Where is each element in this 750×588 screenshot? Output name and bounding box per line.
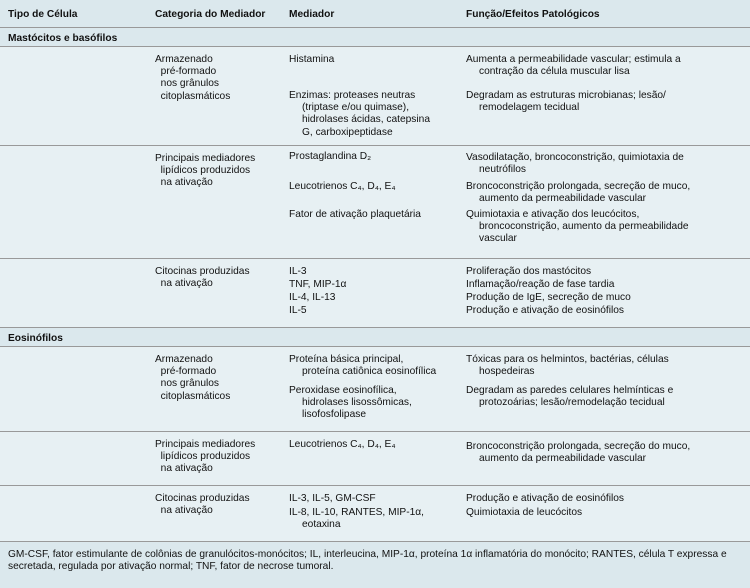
mediator-cell: IL-3 [289,266,307,277]
header-cell-mediator: Mediador [289,9,335,20]
table-row [0,259,750,328]
mediator-cell: IL-4, IL-13 [289,292,336,303]
category-cell: Citocinas produzidas na ativação [155,266,250,290]
effect-cell: Produção e ativação de eosinófilos [466,305,625,316]
mediator-cell: Peroxidase eosinofílica, hidrolases lisossômicas, lisofosfolipase [289,385,412,421]
category-cell: Armazenado pré-formado nos grânulos citoplasmáticos [155,354,231,402]
effect-cell: Degradam as paredes celulares helmínticas e protozoárias; lesão/remodelação tecidual [466,385,674,409]
effect-cell: Vasodilatação, broncoconstrição, quimiotaxia de neutrófilos [466,152,684,176]
effect-cell: Proliferação dos mastócitos [466,266,592,277]
mediator-cell: Proteína básica principal, proteína catiônica eosinofílica [289,354,437,378]
header-cell-type: Tipo de Célula [8,9,78,20]
effect-cell: Broncoconstrição prolongada, secreção de muco, aumento da permeabilidade vascular [466,181,691,205]
table-row [0,146,750,259]
section-title-row [0,328,750,347]
effect-cell: Broncoconstrição prolongada, secreção do muco, aumento da permeabilidade vascular [466,441,691,465]
header-cell-category: Categoria do Mediador [155,9,266,20]
mediator-cell: Histamina [289,54,335,65]
table-row [0,432,750,486]
effect-cell: Tóxicas para os helmintos, bactérias, células hospedeiras [466,354,669,378]
category-cell: Principais mediadores lipídicos produzidos na ativação [155,153,256,189]
category-cell: Armazenado pré-formado nos grânulos citoplasmáticos [155,54,231,102]
section-title: Eosinófilos [8,333,63,344]
effect-cell: Inflamação/reação de fase tardia [466,279,615,290]
effect-cell: Quimiotaxia e ativação dos leucócitos, broncoconstrição, aumento da permeabilidade vascular [466,209,689,245]
header-cell-effects: Função/Efeitos Patológicos [466,9,600,20]
table-row [0,486,750,542]
category-cell: Citocinas produzidas na ativação [155,493,250,517]
mediator-cell: IL-5 [289,305,307,316]
mediator-cell: Enzimas: proteases neutras (triptase e/ou quimase), hidrolases ácidas, catepsina G, carboxipeptidase [289,90,430,138]
mediator-cell: Prostaglandina D₂ [289,151,372,162]
table-header [0,0,750,28]
effect-cell: Aumenta a permeabilidade vascular; estimula a contração da célula muscular lisa [466,54,681,78]
section-title-row [0,28,750,47]
mediator-cell: IL-3, IL-5, GM-CSF [289,493,376,504]
mediator-cell: Leucotrienos C₄, D₄, E₄ [289,439,396,450]
mediator-cell: TNF, MIP-1α [289,279,347,290]
mediator-cell: Fator de ativação plaquetária [289,209,421,220]
table-row [0,347,750,432]
mediator-cell: Leucotrienos C₄, D₄, E₄ [289,181,396,192]
effect-cell: Produção de IgE, secreção de muco [466,292,631,303]
effect-cell: Quimiotaxia de leucócitos [466,507,583,518]
effect-cell: Produção e ativação de eosinófilos [466,493,625,504]
category-cell: Principais mediadores lipídicos produzidos na ativação [155,439,256,475]
table-row [0,47,750,146]
mediator-cell: IL-8, IL-10, RANTES, MIP-1α, eotaxina [289,507,424,531]
section-title: Mastócitos e basófilos [8,33,118,44]
table-footnote: GM-CSF, fator estimulante de colônias de granulócitos-monócitos; IL, interleucina, MIP-1α, proteína 1α inflamatória do monócito; RANTES, célula T expressa e secretada, regulada por ativação normal; TNF, fator de necrose tumoral. [8,549,727,573]
effect-cell: Degradam as estruturas microbianas; lesão/ remodelagem tecidual [466,90,666,114]
